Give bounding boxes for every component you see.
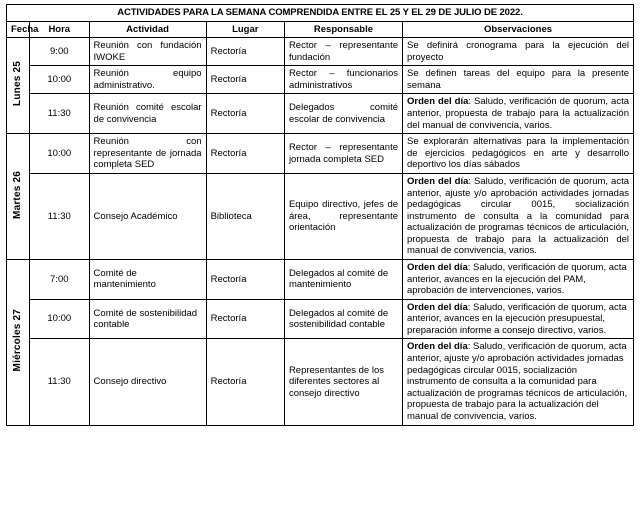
- column-header-fecha: Fecha: [7, 21, 30, 38]
- cell-hora: 10:00: [29, 299, 89, 339]
- cell-observaciones: [403, 134, 634, 174]
- table-row: [7, 38, 634, 66]
- cell-actividad: Comité de mantenimiento: [89, 259, 206, 299]
- table-row: [7, 94, 634, 134]
- weekly-activities-table: [6, 4, 634, 426]
- day-label: Martes 26: [11, 170, 23, 219]
- cell-actividad: Reunión equipo administrativo.: [89, 66, 206, 94]
- cell-lugar: Rectoría: [206, 134, 284, 174]
- cell-lugar: Rectoría: [206, 299, 284, 339]
- obs-text: : Saludo, verificación de quorum, acta anterior, propuesta de trabajo para la actualización del manual de convivencia, varios.: [407, 96, 629, 131]
- cell-observaciones: [403, 173, 634, 259]
- obs-bold-lead: Orden del día: [407, 341, 468, 353]
- document-title: ACTIVIDADES PARA LA SEMANA COMPRENDIDA ENTRE EL 25 Y EL 29 DE JULIO DE 2022.: [7, 5, 634, 22]
- obs-bold-lead: Orden del día: [407, 261, 468, 273]
- cell-actividad: Reunión comité escolar de convivencia: [89, 94, 206, 134]
- cell-actividad: Reunión con fundación IWOKE: [89, 38, 206, 66]
- table-title-row: [7, 5, 634, 22]
- cell-hora: 7:00: [29, 259, 89, 299]
- cell-lugar: Rectoría: [206, 259, 284, 299]
- cell-responsable: Rector – funcionarios administrativos: [284, 66, 402, 94]
- obs-bold-lead: Orden del día: [407, 96, 469, 108]
- column-header-responsable: Responsable: [284, 21, 402, 38]
- cell-observaciones: [403, 259, 634, 299]
- cell-observaciones: [403, 94, 634, 134]
- cell-observaciones: [403, 339, 634, 425]
- day-label: Miércoles 27: [11, 309, 23, 372]
- obs-text: Se explorarán alternativas para la implementación de ejercicios pedagógicos en arte y desarrollo deportivo los días sábados: [407, 136, 629, 171]
- day-label-cell: [7, 134, 30, 260]
- cell-lugar: Biblioteca: [206, 173, 284, 259]
- obs-text: Se definirá cronograma para la ejecución del proyecto: [407, 40, 629, 63]
- cell-lugar: Rectoría: [206, 66, 284, 94]
- obs-text: : Saludo, verificación de quorum, acta anterior, avances en la ejecución del PAM, aprobación de intervenciones, varios.: [407, 261, 627, 297]
- obs-bold-lead: Orden del día: [407, 175, 469, 187]
- obs-text: : Saludo, verificación de quorum, acta anterior, avances en la ejecución presupuestal, preparación informe a consejo directivo, varios.: [407, 301, 627, 336]
- cell-hora: 11:30: [29, 94, 89, 134]
- cell-actividad: Comité de sostenibilidad contable: [89, 299, 206, 339]
- obs-text: Se definen tareas del equipo para la presente semana: [407, 68, 629, 91]
- cell-responsable: Delegados comité escolar de convivencia: [284, 94, 402, 134]
- cell-responsable: Rector – representante fundación: [284, 38, 402, 66]
- obs-text: : Saludo, verificación de quorum, acta anterior, ajuste y/o aprobación actividades jornadas pedagógicas circular 0015, socialización instrumento de consulta a la comunidad para actualización de programas técnicos de articulación, propuesta de trabajo para la actualización del manual de convivencia, varios.: [407, 341, 628, 422]
- cell-actividad: Consejo Académico: [89, 173, 206, 259]
- table-row: [7, 339, 634, 425]
- cell-lugar: Rectoría: [206, 38, 284, 66]
- cell-lugar: Rectoría: [206, 339, 284, 425]
- column-header-hora: Hora: [29, 21, 89, 38]
- cell-lugar: Rectoría: [206, 94, 284, 134]
- cell-responsable: Equipo directivo, jefes de área, representante orientación: [284, 173, 402, 259]
- cell-hora: 11:30: [29, 173, 89, 259]
- cell-observaciones: [403, 66, 634, 94]
- day-label: Lunes 25: [11, 61, 23, 107]
- cell-observaciones: [403, 38, 634, 66]
- cell-responsable: Rector – representante jornada completa SED: [284, 134, 402, 174]
- column-header-observaciones: Observaciones: [403, 21, 634, 38]
- column-header-lugar: Lugar: [206, 21, 284, 38]
- table-header-row: [7, 21, 634, 38]
- table-row: [7, 173, 634, 259]
- day-label-cell: [7, 259, 30, 425]
- obs-bold-lead: Orden del día: [407, 301, 468, 313]
- cell-actividad: Consejo directivo: [89, 339, 206, 425]
- cell-hora: 9:00: [29, 38, 89, 66]
- cell-hora: 10:00: [29, 66, 89, 94]
- column-header-actividad: Actividad: [89, 21, 206, 38]
- cell-hora: 11:30: [29, 339, 89, 425]
- cell-hora: 10:00: [29, 134, 89, 174]
- cell-responsable: Delegados al comité de mantenimiento: [284, 259, 402, 299]
- table-row: [7, 134, 634, 174]
- obs-text: : Saludo, verificación de quorum, acta anterior, ajuste y/o aprobación actividades jornadas pedagógicas circular 0015, socialización instrumento de consulta a la comunidad para actualización de programas técnicos de articulación, propuesta de trabajo para la actualización del manual de convivencia, varios.: [407, 175, 629, 257]
- day-label-cell: [7, 38, 30, 134]
- cell-actividad: Reunión con representante de jornada completa SED: [89, 134, 206, 174]
- cell-responsable: Delegados al comité de sostenibilidad contable: [284, 299, 402, 339]
- table-row: [7, 66, 634, 94]
- cell-observaciones: [403, 299, 634, 339]
- cell-responsable: Representantes de los diferentes sectores al consejo directivo: [284, 339, 402, 425]
- table-row: [7, 299, 634, 339]
- table-row: [7, 259, 634, 299]
